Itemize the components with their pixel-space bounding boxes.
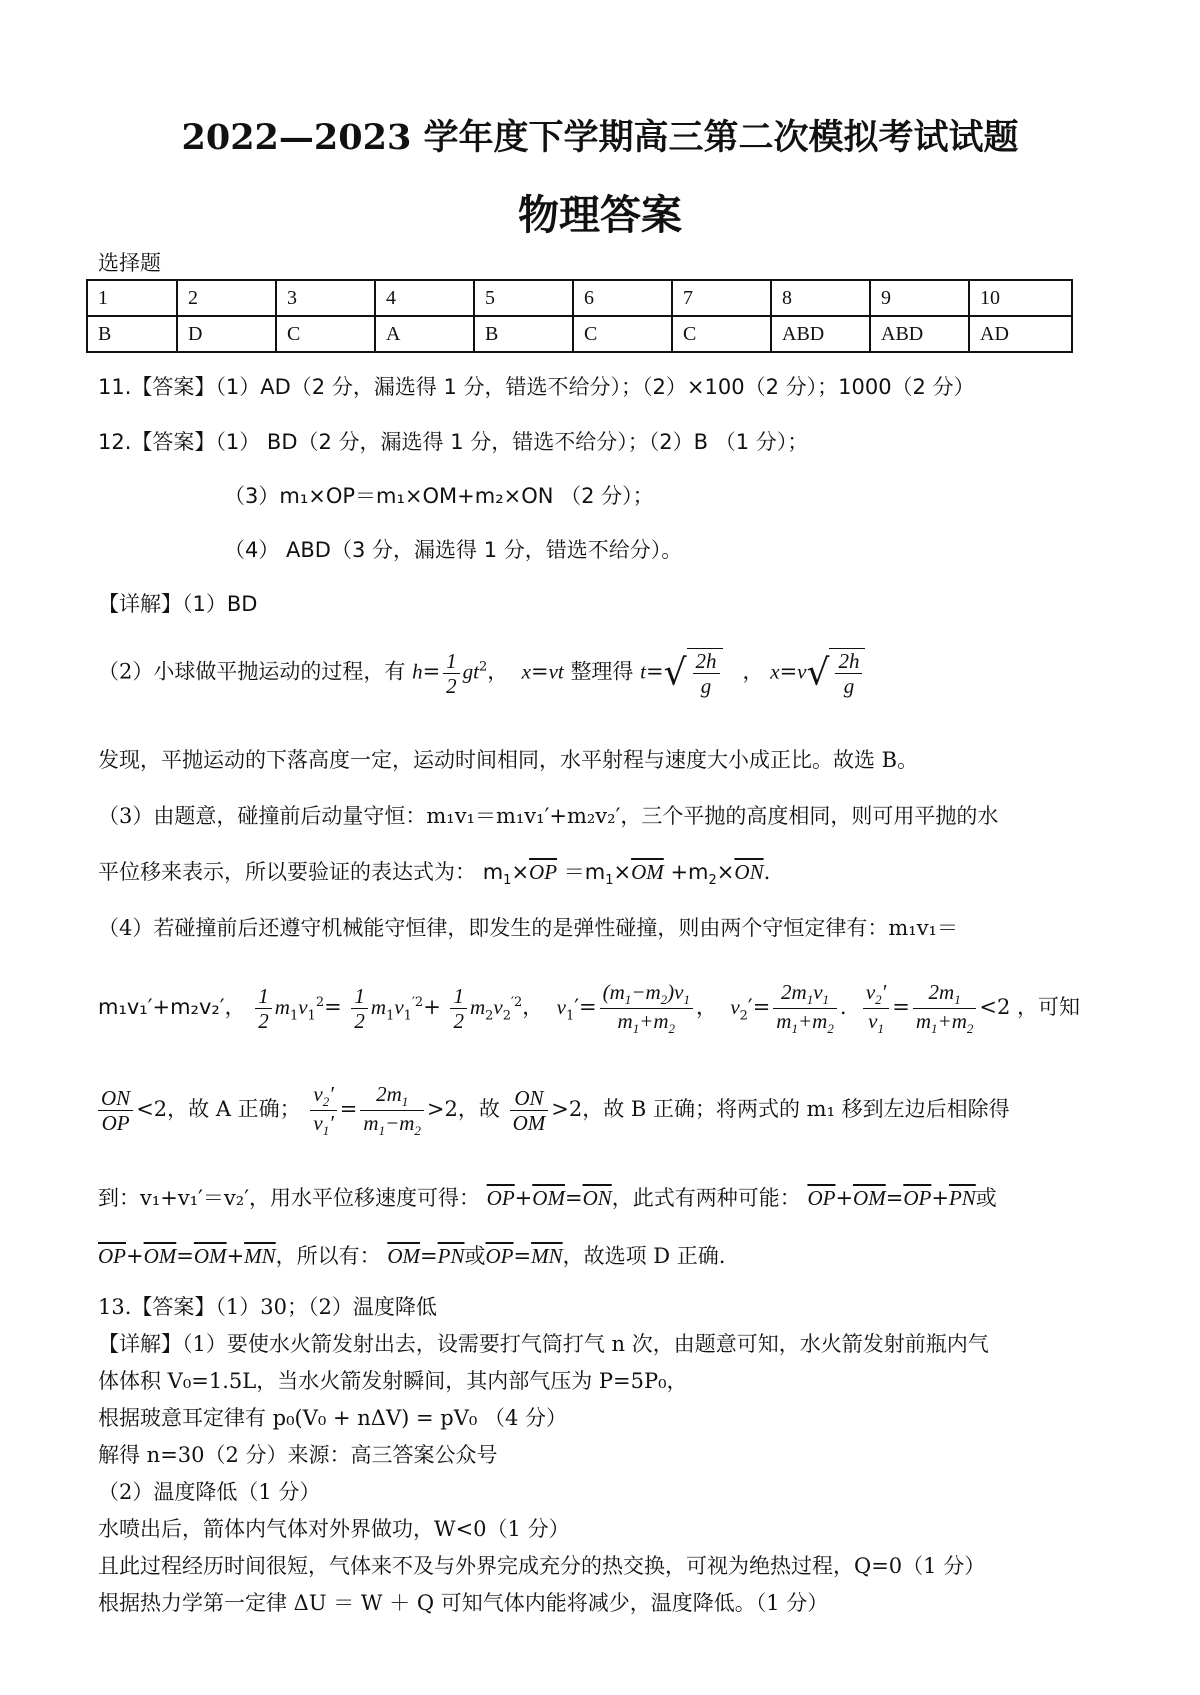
q13-detail-line: 体体积 V₀=1.5L，当水火箭发射瞬间，其内部气压为 P=5P₀， bbox=[98, 1369, 688, 1393]
table-cell: 2 bbox=[177, 280, 276, 316]
table-cell: 6 bbox=[573, 280, 672, 316]
text-span: m₁v₁′+m₂v₂′， bbox=[98, 995, 246, 1020]
q12-detail-part4-line4: 到：v₁+v₁′＝v₂′，用水平位移速度可得： $\overline{OP}+\overline{OM}=\overline{ON}$，此式有两种可能： $\overline{OP}+\overline{OM}=\overline{OP}+\overline{PN}$或 bbox=[98, 1186, 997, 1210]
table-cell: 7 bbox=[672, 280, 771, 316]
table-cell: D bbox=[177, 316, 276, 352]
table-row-answers bbox=[87, 316, 1072, 352]
text-span: 或 bbox=[975, 1186, 997, 1210]
text-span: 整理得 bbox=[570, 659, 634, 684]
q12-detail-part4-line3: $\frac{ON}{OP}$ <2，故 A 正确； $\frac{v_2'}{v_1'}$ = $\frac{2m_1}{m_1-m_2}$ >2，故 $\frac{ON}{OM}$ >2，故 B 正确；将两式的 m₁ 移到左边后相除得 bbox=[95, 1082, 1010, 1139]
table-cell: 9 bbox=[870, 280, 969, 316]
table-cell: B bbox=[87, 316, 177, 352]
choice-section-label: 选择题 bbox=[98, 251, 161, 275]
text-span: ，故 B 正确；将两式的 m₁ 移到左边后相除得 bbox=[582, 1097, 1010, 1122]
q12-detail-part3-line1: （3）由题意，碰撞前后动量守恒：m₁v₁＝m₁v₁′+m₂v₂′，三个平抛的高度相同，则可用平抛的水 bbox=[98, 804, 999, 828]
table-cell: C bbox=[573, 316, 672, 352]
table-cell: C bbox=[276, 316, 375, 352]
table-cell: A bbox=[375, 316, 474, 352]
q13-detail-line: 【详解】（1）要使水火箭发射出去，设需要打气筒打气 n 次，由题意可知，水火箭发射前瓶内气 bbox=[98, 1332, 989, 1356]
text-span: ，故 A 正确； bbox=[167, 1097, 301, 1122]
text-span: 到：v₁+v₁′＝v₂′，用水平位移速度可得： bbox=[98, 1186, 480, 1210]
table-cell: 10 bbox=[969, 280, 1072, 316]
q13-detail-line: 解得 n=30（2 分）来源：高三答案公众号 bbox=[98, 1443, 498, 1467]
q12-detail-part3-line2: 平位移来表示，所以要验证的表达式为： $m_1\times\overline{OP} =m_1\times\overline{OM} +m_2\times\overline{ON}$. bbox=[98, 860, 771, 889]
q12-detail-part2-conclusion: 发现，平抛运动的下落高度一定，运动时间相同，水平射程与速度大小成正比。故选 B。 bbox=[98, 748, 919, 772]
q11-answer: 11.【答案】（1）AD（2 分，漏选得 1 分，错选不给分）；（2）×100（2 分）；1000（2 分） bbox=[98, 375, 975, 399]
text-span: ，可知 bbox=[1017, 995, 1081, 1020]
table-cell: AD bbox=[969, 316, 1072, 352]
table-cell: ABD bbox=[870, 316, 969, 352]
table-cell: C bbox=[672, 316, 771, 352]
table-cell: B bbox=[474, 316, 573, 352]
q12-detail-part4-line2: m₁v₁′+m₂v₂′， $\frac{1}{2}$ $m_1v_1^2=$ $\frac{1}{2}$ $m_1v_1^{'2}+$ $\frac{1}{2}$ $m_2v_2^{'2}$， $v_1'=$ $\frac{(m_1-m_2)v_1}{m_1+m_2}$ ， $v_2'=$ $\frac{2m_1v_1}{m_1+m_2}$ . $\frac{v_2'}{v_1}$ = $\frac{2m_1}{m_1+m_2}$ <2 ，可知 bbox=[98, 980, 1081, 1037]
table-cell: 1 bbox=[87, 280, 177, 316]
table-cell: 5 bbox=[474, 280, 573, 316]
q12-detail-part4-line1: （4）若碰撞前后还遵守机械能守恒律，即发生的是弹性碰撞，则由两个守恒定律有：m₁v₁＝ bbox=[98, 916, 958, 940]
q12-detail-heading: 【详解】（1）BD bbox=[98, 592, 258, 616]
table-row-numbers bbox=[87, 280, 1072, 316]
q12-answer-line1: 12.【答案】（1） BD（2 分，漏选得 1 分，错选不给分）；（2）B （1 分）； bbox=[98, 430, 809, 454]
q13-answer: 13.【答案】（1）30；（2）温度降低 bbox=[98, 1295, 437, 1319]
q13-detail-line: 水喷出后，箭体内气体对外界做功，W<0（1 分） bbox=[98, 1517, 570, 1541]
q12-answer-line3: （4） ABD（3 分，漏选得 1 分，错选不给分）。 bbox=[224, 538, 683, 562]
choice-answer-table bbox=[86, 279, 1073, 353]
q12-answer-line2: （3）m₁×OP＝m₁×OM+m₂×ON （2 分）； bbox=[224, 484, 654, 508]
page-subtitle: 物理答案 bbox=[518, 191, 682, 239]
text-span: ，所以有： bbox=[275, 1244, 381, 1268]
text-span: 平位移来表示，所以要验证的表达式为： bbox=[98, 860, 476, 884]
text-span: （2）小球做平抛运动的过程，有 bbox=[98, 659, 406, 684]
text-span: ，此式有两种可能： bbox=[611, 1186, 801, 1210]
text-span: ，故 bbox=[457, 1097, 500, 1122]
text-span: ，故选项 D 正确. bbox=[562, 1244, 726, 1268]
q12-detail-part2: （2）小球做平抛运动的过程，有 h= $\frac{1}{2}$ $gt^2$， x=vt 整理得 t=√ $\frac{2h}{g}$ ， x=v√ $\frac{2h}{g}$ bbox=[98, 648, 865, 698]
page-title: 2022—2023 学年度下学期高三第二次模拟考试试题 bbox=[181, 117, 1019, 158]
q12-detail-part4-line5: $\overline{OP}+\overline{OM}=\overline{OM}+\overline{MN}$，所以有： $\overline{OM}=\overline{PN}$或$\overline{OP}=\overline{MN}$，故选项 D 正确. bbox=[98, 1244, 726, 1268]
table-cell: 3 bbox=[276, 280, 375, 316]
q13-detail-line: 根据热力学第一定律 ΔU ＝ W ＋ Q 可知气体内能将减少，温度降低。（1 分） bbox=[98, 1591, 829, 1615]
table-cell: 4 bbox=[375, 280, 474, 316]
table-cell: 8 bbox=[771, 280, 870, 316]
text-span: 或 bbox=[464, 1244, 486, 1268]
table-cell: ABD bbox=[771, 316, 870, 352]
q13-detail-line: 且此过程经历时间很短，气体来不及与外界完成充分的热交换，可视为绝热过程，Q=0（1 分） bbox=[98, 1554, 986, 1578]
q13-detail-line: （2）温度降低（1 分） bbox=[98, 1480, 321, 1504]
q13-detail-line: 根据玻意耳定律有 p₀(V₀ + nΔV) = pV₀ （4 分） bbox=[98, 1406, 567, 1430]
